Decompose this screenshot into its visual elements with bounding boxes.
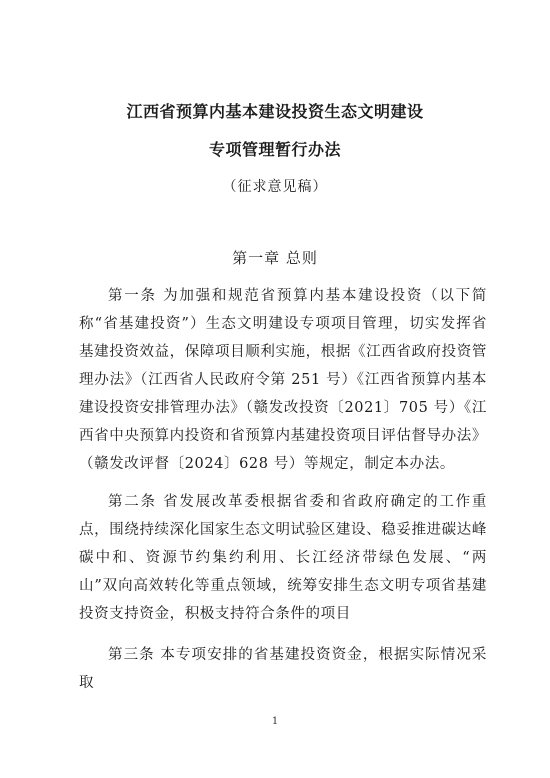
page-number: 1 xyxy=(271,716,279,727)
article-2-paragraph: 第二条 省发展改革委根据省委和省政府确定的工作重点，围绕持续深化国家生态文明试验区建设、稳妥推进碳达峰碳中和、资源节约集约利用、长江经济带绿色发展、“两山”双向高效转化等重点领域，统筹安排生态文明专项省基建投资支持资金，积极支持符合条件的项目 xyxy=(79,494,487,622)
document-title-line-2: 专项管理暂行办法 xyxy=(208,140,341,159)
article-3-paragraph: 第三条 本专项安排的省基建投资资金，根据实际情况采取 xyxy=(79,647,487,691)
chapter-heading: 第一章 总则 xyxy=(232,249,318,267)
document-title-line-1: 江西省预算内基本建设投资生态文明建设 xyxy=(126,102,424,121)
article-1-paragraph: 第一条 为加强和规范省预算内基本建设投资（以下简称“省基建投资”）生态文明建设专项项目管理，切实发挥省基建投资效益，保障项目顺利实施，根据《江西省政府投资管理办法》（江西省人民政府令第 251 号）《江西省预算内基本建设投资安排管理办法》（赣发改投资〔2021〕705 号）《江西省中央预算内投资和省预算内基建投资项目评估督导办法》（赣发改评督〔2024〕628 号）等规定，制定本办法。 xyxy=(79,288,487,472)
document-subtitle: （征求意见稿） xyxy=(222,179,328,195)
